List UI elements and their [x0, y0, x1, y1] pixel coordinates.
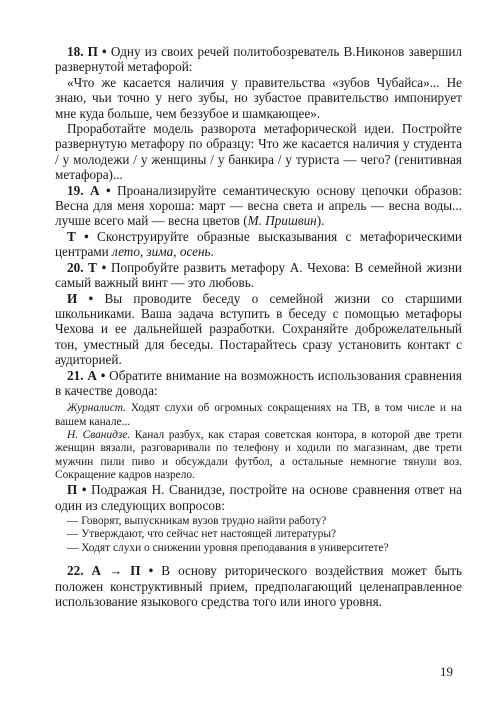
bullet: •: [75, 228, 89, 244]
exercise-19-intro: [55, 183, 462, 229]
bullet: •: [77, 482, 87, 498]
exercise-22-intro: [55, 563, 462, 609]
dialogue-speaker-journalist: Журналист.: [67, 402, 126, 415]
exercise-20-i-task: [55, 291, 462, 368]
exercise-19-author: М. Пришвин: [247, 213, 317, 229]
exercise-18-text: Одну из своих речей политобозреватель В.Никонов завершил развернутой метафорой:: [55, 44, 462, 75]
question-item: — Ходят слухи о снижении уровня преподавания в университете?: [67, 541, 389, 554]
page-body: [55, 44, 462, 609]
bullet: •: [96, 259, 107, 275]
bullet: •: [99, 182, 111, 198]
exercise-20-number: 20. Т: [67, 259, 97, 275]
exercise-18-number: 18. П: [67, 44, 98, 59]
exercise-19-t-label: Т: [67, 228, 76, 244]
exercise-18-intro: [55, 44, 462, 75]
exercise-19-number: 19. А: [67, 182, 100, 198]
exercise-20-intro: [55, 260, 462, 291]
exercise-20-i-label: И: [67, 290, 78, 306]
exercise-21-p-task: [55, 482, 462, 513]
question-item: — Утверждают, что сейчас нет настоящей литературы?: [67, 528, 337, 541]
exercise-21-p-label: П: [67, 482, 78, 498]
exercise-18-quote: «Что же касается наличия у правительства «зубов Чубайса»... Не знаю, чьи точно у него зубы, но зубастое правительство импонирует мне куда больше, чем беззубое и шамкающее».: [55, 74, 462, 121]
exercise-20-text: Попробуйте развить метафору А. Чехова: В семейной жизни самый важный винт — это любовь.: [55, 259, 462, 291]
exercise-19-t-italic: лето, зима, осень: [112, 244, 211, 260]
exercise-20-i-text: Вы проводите беседу о семейной жизни со старшими школьниками. Ваша задача вступить в беседу с помощью метафоры Чехова и ее дальнейшей разработки. Сохраняйте доброжелательный тон, уместный для беседы. Постарайтесь сразу установить контакт с аудиторией.: [55, 290, 462, 368]
bullet: •: [140, 563, 154, 579]
dialogue-line-journalist: [55, 402, 462, 429]
exercise-21-text: Обратите внимание на возможность использования сравнения в качестве довода:: [55, 367, 462, 398]
exercise-21-number: 21. А: [67, 367, 97, 383]
dialogue-line-svanidze: [55, 429, 462, 482]
exercise-19-text: Проанализируйте семантическую основу цепочки образов: Весна для меня хороша: март — весна света и апрель — весна воды... лучше всего май — весна цветов (: [55, 182, 462, 229]
page-number: 19: [440, 664, 453, 679]
bullet: •: [97, 44, 107, 59]
dialogue-text-journalist: Ходят слухи об огромных сокращениях на ТВ, в том числе и на вашем канале...: [55, 402, 462, 428]
exercise-19-t-task: [55, 229, 462, 260]
exercise-19-close: ).: [316, 213, 325, 229]
question-list: [55, 515, 462, 555]
exercise-22-text: В основу риторического воздействия может быть положен конструктивный прием, предполагающий целенаправленное использование языкового средства того или иного уровня.: [55, 563, 462, 609]
question-item: — Говорят, выпускникам вузов трудно найти работу?: [67, 514, 327, 527]
exercise-22-number: 22. А → П: [67, 563, 141, 579]
exercise-21-p-text: Подражая Н. Сванидзе, постройте на основе сравнения ответ на один из следующих вопросов:: [55, 482, 462, 513]
bullet: •: [96, 367, 106, 383]
exercise-19-t-text: Сконструируйте образные высказывания с метафорическими центрами: [55, 228, 462, 260]
bullet: •: [77, 290, 94, 306]
dialogue-speaker-svanidze: Н. Сванидзе.: [67, 428, 131, 441]
exercise-21-intro: [55, 368, 462, 399]
exercise-19-t-end: .: [210, 244, 214, 260]
dialogue-text-svanidze: Канал разбух, как старая советская контора, в которой две трети женщин вязали, разговаривали по телефону и ходили по магазинам, две трети мужчин пили пиво и обсуждали футбол, а остальные немногие тянули воз. Сокращение кадров назрело.: [55, 428, 462, 481]
exercise-18-task: Проработайте модель разворота метафорической идеи. Постройте развернутую метафору по образцу: Что же касается наличия у студента / у молодежи / у женщины / у банкира / у туриста — чего? (генитивная метафора)...: [55, 121, 462, 183]
